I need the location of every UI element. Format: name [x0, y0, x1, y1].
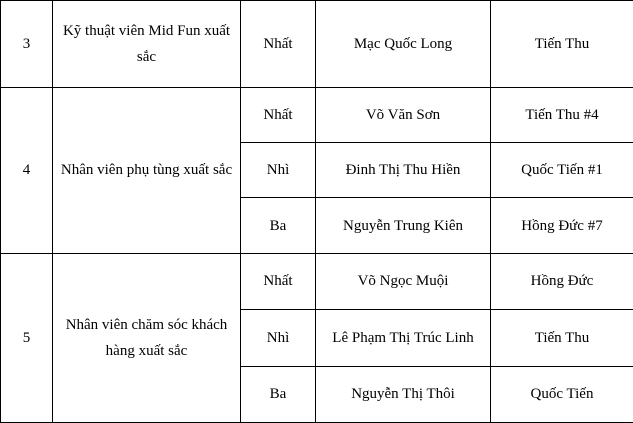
recipient-name: Mạc Quốc Long: [316, 1, 491, 88]
recipient-name: Nguyễn Trung Kiên: [316, 198, 491, 253]
row-number: 5: [1, 253, 53, 422]
recipient-unit: Tiến Thu #4: [491, 87, 633, 142]
recipient-unit: Tiến Thu: [491, 1, 633, 88]
table-row: [1, 87, 633, 142]
table-row: [1, 253, 633, 309]
recipient-unit: Quốc Tiến: [491, 366, 633, 422]
award-category: Nhân viên chăm sóc khách hàng xuất sắc: [53, 253, 241, 422]
row-number: 4: [1, 87, 53, 253]
award-rank: Ba: [241, 366, 316, 422]
award-rank: Nhất: [241, 253, 316, 309]
award-category: Nhân viên phụ tùng xuất sắc: [53, 87, 241, 253]
recipient-unit: Hồng Đức: [491, 253, 633, 309]
award-category: Kỹ thuật viên Mid Fun xuất sắc: [53, 1, 241, 88]
award-rank: Nhất: [241, 1, 316, 88]
table-row: [1, 1, 633, 88]
recipient-name: Đinh Thị Thu Hiền: [316, 143, 491, 198]
award-rank: Nhì: [241, 310, 316, 366]
recipient-name: Võ Văn Sơn: [316, 87, 491, 142]
recipient-name: Nguyễn Thị Thôi: [316, 366, 491, 422]
award-rank: Nhì: [241, 143, 316, 198]
recipient-unit: Quốc Tiến #1: [491, 143, 633, 198]
row-number: 3: [1, 1, 53, 88]
recipient-unit: Tiến Thu: [491, 310, 633, 366]
recipient-unit: Hồng Đức #7: [491, 198, 633, 253]
award-rank: Nhất: [241, 87, 316, 142]
recipient-name: Lê Phạm Thị Trúc Linh: [316, 310, 491, 366]
recipient-name: Võ Ngọc Muội: [316, 253, 491, 309]
award-rank: Ba: [241, 198, 316, 253]
